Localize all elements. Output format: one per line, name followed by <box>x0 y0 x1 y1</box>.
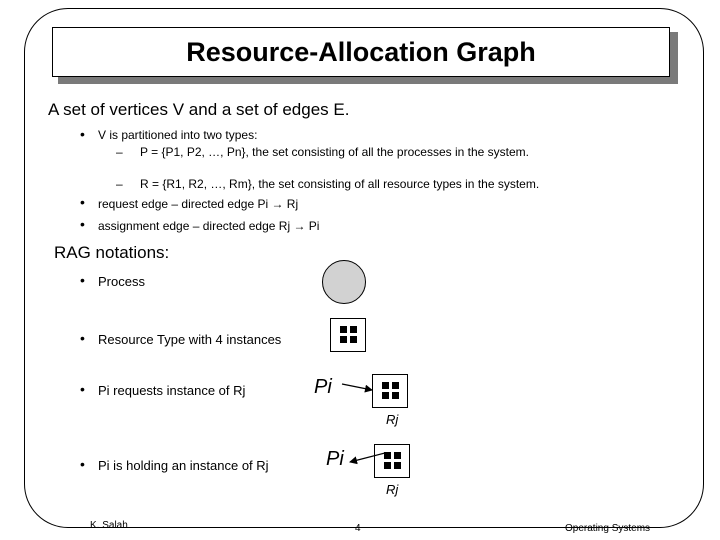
assignment-edge-text: assignment edge – directed edge Rj → Pi <box>98 219 320 233</box>
footer-page-number: 4 <box>355 523 361 534</box>
partition-text: V is partitioned into two types: <box>98 128 258 142</box>
bullet-glyph: • <box>80 381 85 397</box>
bullet-glyph: • <box>80 272 85 288</box>
bullet-glyph: • <box>80 216 85 232</box>
bullet-glyph: • <box>80 330 85 346</box>
dash-glyph: – <box>116 145 123 159</box>
request-edge-arrow <box>342 384 372 390</box>
resources-text: R = {R1, R2, …, Rm}, the set consisting of all resource types in the system. <box>140 177 540 191</box>
rag-heading: RAG notations: <box>54 243 170 262</box>
requests-notation-text: Pi requests instance of Rj <box>98 383 246 398</box>
footer-course: Operating Systems <box>565 523 651 534</box>
pi-label-holding: Pi <box>326 448 344 470</box>
holding-notation-text: Pi is holding an instance of Rj <box>98 458 269 473</box>
assignment-edge-arrow <box>350 453 385 462</box>
bullet-glyph: • <box>80 194 85 210</box>
process-notation-text: Process <box>98 274 145 289</box>
pi-label-request: Pi <box>314 376 332 398</box>
resource-notation-text: Resource Type with 4 instances <box>98 332 282 347</box>
request-edge-text: request edge – directed edge Pi → Rj <box>98 197 299 211</box>
rj-label-request: Rj <box>386 412 399 427</box>
intro-text: A set of vertices V and a set of edges E. <box>48 100 350 119</box>
rj-label-holding: Rj <box>386 482 399 497</box>
footer-author: K. Salah <box>90 520 128 531</box>
bullet-glyph: • <box>80 126 85 142</box>
slide-title: Resource-Allocation Graph <box>186 36 536 67</box>
bullet-glyph: • <box>80 456 85 472</box>
processes-text: P = {P1, P2, …, Pn}, the set consisting of all the processes in the system. <box>140 145 529 159</box>
dash-glyph: – <box>116 177 123 191</box>
